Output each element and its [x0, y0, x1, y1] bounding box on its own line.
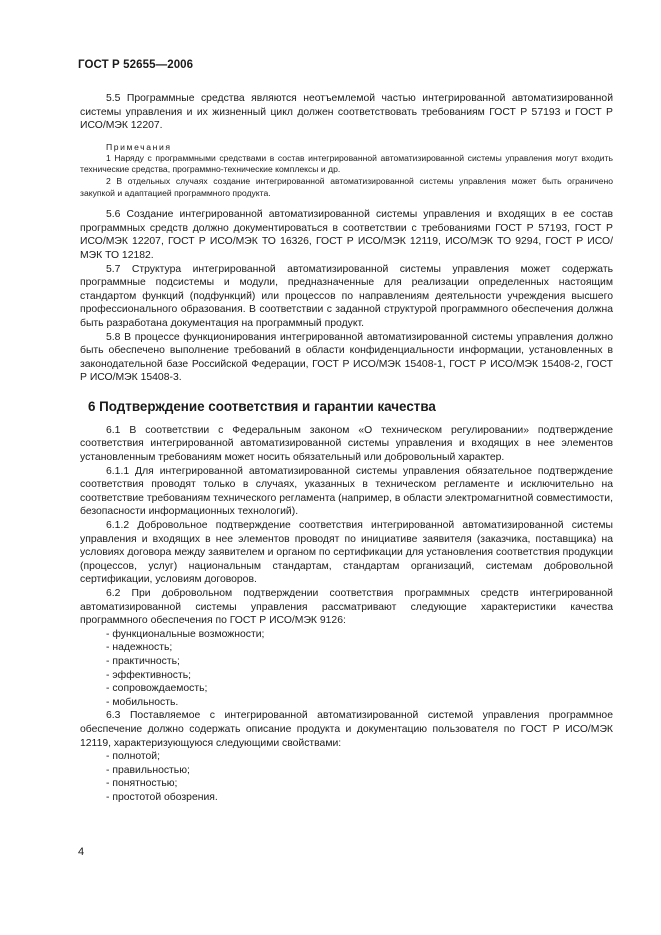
list-item: - простотой обозрения. [106, 791, 218, 803]
note-2: 2 В отдельных случаях создание интегрированной автоматизированной системы управления может быть ограничено закупкой и адаптацией программного продукта. [80, 175, 613, 198]
paragraph-6-1-1: 6.1.1 Для интегрированной автоматизированной системы управления обязательное подтверждение соответствия проводят только в случаях, указанных в техническом регламенте и исключительно на соответствие требованиям технического регламента (например, в области электромагнитной совместимости, безопасности информационных технологий). [80, 465, 613, 518]
list-item: - надежность; [106, 642, 173, 654]
list-item: - функциональные возможности; [106, 628, 265, 640]
paragraph-6-1-2: 6.1.2 Добровольное подтверждение соответствия интегрированной автоматизированной системы управления и входящих в нее элементов проводят по инициативе заявителя (заказчика, поставщика) на условиях договора между заявителем и органом по сертификации для установления соответствия продукции (процессов, услуг) национальным стандартам, стандартам организаций, системам добровольной сертификации, условиям договоров. [80, 520, 613, 586]
quality-characteristics-list [80, 628, 613, 710]
paragraph-6-3: 6.3 Поставляемое с интегрированной автоматизированной системой управления программное обеспечение должно содержать описание продукта и документацию пользователя по ГОСТ Р ИСО/МЭК 12119, характеризующуюся следующими свойствами: [80, 710, 613, 749]
page-content [80, 92, 613, 805]
list-item: - понятностью; [106, 778, 178, 790]
notes-block [80, 141, 613, 199]
paragraph-5-7: 5.7 Структура интегрированной автоматизированной системы управления может содержать программные подсистемы и модули, предназначенные для реализации определенных настоящим стандартом функций (подфункций) или процессов по направлениям деятельности учреждения высшего профессионального образования. В соответствии с заданной структурой программного обеспечения должна быть разработана документация на программный продукт. [80, 263, 613, 329]
list-item: - полнотой; [106, 751, 160, 763]
documentation-properties-list [80, 750, 613, 804]
list-item: - правильностью; [106, 764, 190, 776]
list-item: - эффективность; [106, 669, 192, 681]
paragraph-5-8: 5.8 В процессе функционирования интегрированной автоматизированной системы управления должно быть обеспечено выполнение требований в области конфиденциальности информации, установленных в законодательной базе Российской Федерации, ГОСТ Р ИСО/МЭК 15408-1, ГОСТ Р ИСО/МЭК 15408-2, ГОСТ Р ИСО/МЭК 15408-3. [80, 331, 613, 384]
paragraph-6-2: 6.2 При добровольном подтверждении соответствия программных средств интегрированной автоматизированной системы управления рассматривают следующие характеристики качества программного обеспечения по ГОСТ Р ИСО/МЭК 9126: [80, 588, 613, 627]
paragraph-5-6: 5.6 Создание интегрированной автоматизированной системы управления и входящих в ее состав программных средств должно документироваться в соответствии с требованиями ГОСТ Р 57193, ГОСТ Р ИСО/МЭК 12207, ГОСТ Р ИСО/МЭК ТО 16326, ГОСТ Р ИСО/МЭК 12119, ИСО/МЭК ТО 9294, ГОСТ Р ИСО/МЭК ТО 12182. [80, 209, 613, 261]
notes-title: Примечания [106, 141, 172, 152]
paragraph-5-5: 5.5 Программные средства являются неотъемлемой частью интегрированной автоматизированной системы управления и их жизненный цикл должен соответствовать требованиям ГОСТ Р 57193 и ГОСТ Р ИСО/МЭК 12207. [80, 93, 613, 132]
list-item: - сопровождаемость; [106, 683, 208, 695]
paragraph-6-1: 6.1 В соответствии с Федеральным законом «О техническом регулировании» подтверждение соответствия интегрированной автоматизированной системы управления и входящих в нее элементов установленным требованиям может носить обязательный или добровольный характер. [80, 424, 613, 464]
list-item: - мобильность. [106, 696, 179, 708]
document-code-header: ГОСТ Р 52655—2006 [78, 59, 194, 71]
note-1: 1 Наряду с программными средствами в состав интегрированной автоматизированной системы управления могут входить технические средства, программно-технические комплексы и др. [80, 152, 613, 175]
page-number: 4 [78, 846, 85, 858]
list-item: - практичность; [106, 655, 180, 667]
section-6-heading: 6 Подтверждение соответствия и гарантии качества [88, 398, 436, 414]
